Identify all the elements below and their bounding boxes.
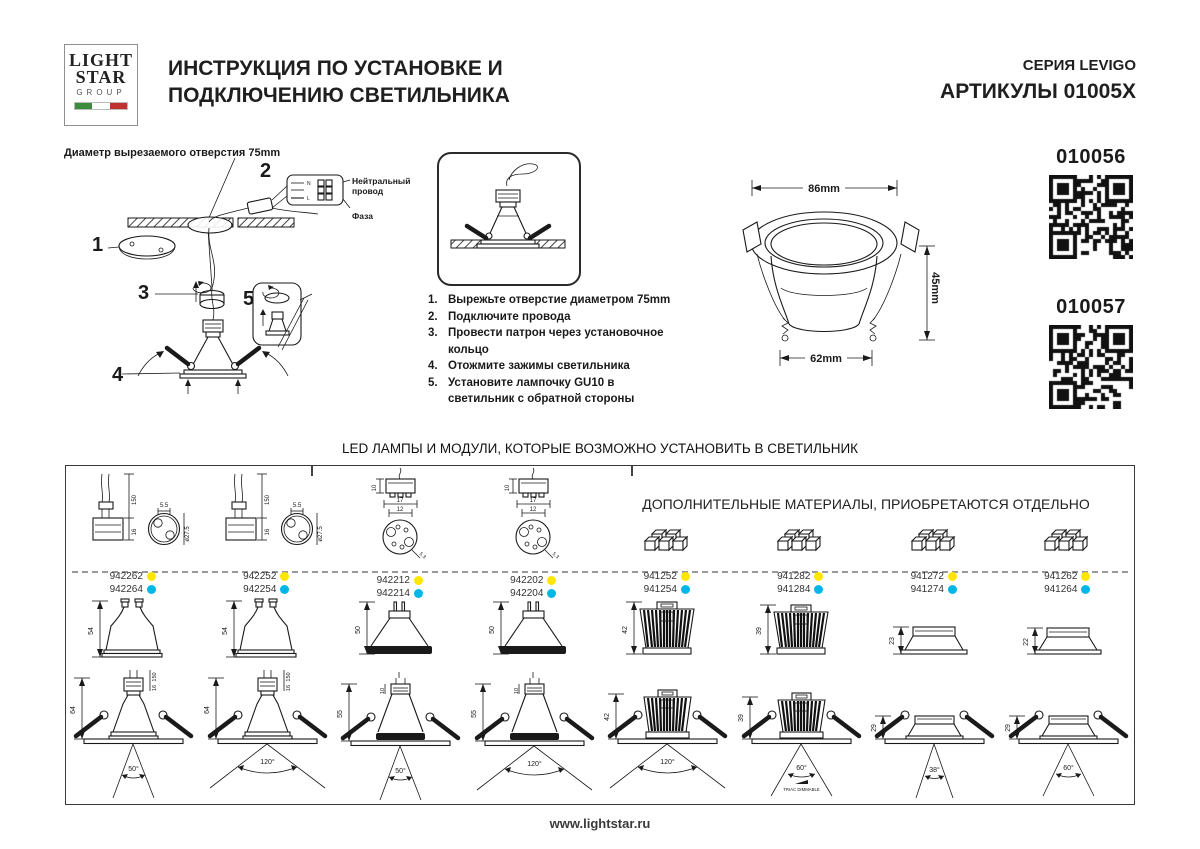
article-number-010056: 010056 xyxy=(1056,146,1126,168)
extra-materials-note: ДОПОЛНИТЕЛЬНЫЕ МАТЕРИАЛЫ, ПРИОБРЕТАЮТСЯ ОТДЕЛЬНО xyxy=(642,496,1090,512)
logo-light: LIGHT xyxy=(68,50,134,70)
svg-text:39: 39 xyxy=(737,714,745,722)
svg-text:50°: 50° xyxy=(128,766,140,773)
svg-text:120°: 120° xyxy=(527,761,542,768)
terminal-cubes-icon xyxy=(734,466,868,562)
led-module-low-drawing xyxy=(1001,598,1134,668)
svg-text:10: 10 xyxy=(513,687,520,695)
installed-fixture-drawing xyxy=(600,668,733,804)
article-codes: 941252 941254 xyxy=(644,570,690,598)
svg-text:54: 54 xyxy=(88,627,96,635)
svg-text:39: 39 xyxy=(755,627,763,635)
installation-steps xyxy=(428,292,698,408)
logo-group: GROUP xyxy=(76,88,126,97)
yellow-marker xyxy=(547,576,556,585)
blue-marker xyxy=(414,589,423,598)
svg-text:5.5: 5.5 xyxy=(293,502,302,509)
dim-45mm: 45mm xyxy=(929,272,941,304)
installed-fixture-drawing xyxy=(333,670,466,806)
svg-text:50: 50 xyxy=(355,626,363,634)
blue-marker xyxy=(1081,585,1090,594)
blue-marker xyxy=(547,589,556,598)
svg-text:55: 55 xyxy=(470,710,478,718)
installed-fixture-drawing xyxy=(867,668,1000,804)
yellow-marker xyxy=(681,572,690,581)
step-1: 1. Вырежьте отверстие диаметром 75mm xyxy=(428,294,671,306)
svg-text:64: 64 xyxy=(70,706,78,714)
svg-text:64: 64 xyxy=(203,706,211,714)
article-codes: 941282 941284 xyxy=(777,570,823,598)
lamp-column-942202 xyxy=(467,466,601,804)
series-block xyxy=(940,57,1136,104)
series-label: СЕРИЯ LEVIGO xyxy=(1022,57,1136,74)
gu10-socket-icon xyxy=(66,466,200,562)
qr-code-010056 xyxy=(1049,175,1133,259)
lamp-column-941282 xyxy=(734,466,868,804)
blue-marker xyxy=(681,585,690,594)
step-3: 3. Провести патрон через установочное кольцо xyxy=(428,327,664,356)
dim-86mm: 86mm xyxy=(808,183,840,195)
fixture-dimensions-drawing xyxy=(733,158,968,376)
lamp-column-942262 xyxy=(66,466,200,804)
fixture-cross-section xyxy=(439,154,575,280)
lamp-column-941272 xyxy=(867,466,1001,804)
svg-text:23: 23 xyxy=(889,637,897,645)
step-5: 5. Установите лампочку GU10 в светильник с обратной стороны xyxy=(428,376,635,405)
svg-text:ø27.5: ø27.5 xyxy=(318,526,325,542)
svg-text:17: 17 xyxy=(396,498,404,504)
blue-marker xyxy=(147,585,156,594)
svg-text:54: 54 xyxy=(221,627,229,635)
lamps-table xyxy=(65,465,1135,805)
svg-text:50: 50 xyxy=(488,626,496,634)
yellow-marker xyxy=(1081,572,1090,581)
callout-2: 2 xyxy=(260,160,272,182)
article-codes: 941272 941274 xyxy=(911,570,957,598)
mr16-lamp-drawing xyxy=(333,600,466,670)
mr16-plug-icon xyxy=(333,466,467,566)
svg-text:150: 150 xyxy=(265,494,272,505)
callout-4: 4 xyxy=(112,364,124,386)
svg-text:150: 150 xyxy=(131,494,138,505)
italian-flag-icon xyxy=(74,102,128,110)
yellow-marker xyxy=(414,576,423,585)
callout-1: 1 xyxy=(92,234,104,256)
blue-marker xyxy=(814,585,823,594)
logo-star: STAR xyxy=(75,67,127,87)
svg-text:60°: 60° xyxy=(1062,765,1074,772)
neutral-wire-label: Нейтральный провод xyxy=(352,176,411,196)
svg-text:22: 22 xyxy=(1022,638,1030,646)
svg-text:150: 150 xyxy=(152,672,159,682)
led-module-low-drawing xyxy=(867,598,1000,668)
svg-text:16: 16 xyxy=(285,684,292,692)
page-title: ИНСТРУКЦИЯ ПО УСТАНОВКЕ И ПОДКЛЮЧЕНИЮ СВЕТИЛЬНИКА xyxy=(168,57,510,107)
svg-text:38°: 38° xyxy=(929,767,941,774)
article-codes: 942212 942214 xyxy=(377,574,423,600)
svg-text:5.5: 5.5 xyxy=(159,502,168,509)
svg-text:55: 55 xyxy=(337,710,345,718)
installed-fixture-drawing xyxy=(200,668,333,804)
hole-diameter-note: Диаметр вырезаемого отверстия 75mm xyxy=(64,147,281,159)
step-2: 2. Подключите провода xyxy=(428,310,571,323)
blue-marker xyxy=(280,585,289,594)
lamp-column-942212 xyxy=(333,466,467,804)
dim-62mm: 62mm xyxy=(810,353,842,365)
article-codes: 942252 942254 xyxy=(243,570,289,598)
svg-text:16: 16 xyxy=(152,684,159,692)
article-codes: 942202 942204 xyxy=(510,574,556,600)
gu10-socket-icon xyxy=(200,466,334,562)
svg-text:10: 10 xyxy=(371,484,378,492)
yellow-marker xyxy=(814,572,823,581)
svg-text:17: 17 xyxy=(529,498,537,504)
led-module-drawing xyxy=(734,598,867,668)
qr-code-010057 xyxy=(1049,325,1133,409)
svg-text:42: 42 xyxy=(622,626,630,634)
svg-text:29: 29 xyxy=(871,724,879,732)
article-number-010057: 010057 xyxy=(1056,296,1126,318)
articles-label: АРТИКУЛЫ 01005X xyxy=(940,80,1136,103)
phase-wire-label: Фаза xyxy=(352,211,373,221)
callout-5: 5 xyxy=(243,288,255,310)
footer-url: www.lightstar.ru xyxy=(549,816,651,831)
svg-text:60°: 60° xyxy=(795,765,807,772)
svg-text:120°: 120° xyxy=(260,759,275,766)
svg-text:29: 29 xyxy=(1004,724,1012,732)
yellow-marker xyxy=(147,572,156,581)
svg-text:42: 42 xyxy=(604,713,612,721)
fixture-section-box xyxy=(437,152,581,286)
svg-text:50°: 50° xyxy=(395,768,407,775)
svg-text:12: 12 xyxy=(396,507,404,513)
qr-block-010056 xyxy=(1046,146,1136,264)
lamp-column-942252 xyxy=(200,466,334,804)
blue-marker xyxy=(948,585,957,594)
svg-text:ø27.5: ø27.5 xyxy=(184,526,191,542)
lamps-section-title: LED ЛАМПЫ И МОДУЛИ, КОТОРЫЕ ВОЗМОЖНО УСТАНОВИТЬ В СВЕТИЛЬНИК xyxy=(341,441,859,456)
led-module-drawing xyxy=(600,598,733,668)
terminal-l-label: L xyxy=(307,196,310,202)
installed-fixture-drawing xyxy=(66,668,199,804)
article-codes: 941262 941264 xyxy=(1044,570,1090,598)
svg-text:5.3: 5.3 xyxy=(417,551,427,561)
lamp-column-941252 xyxy=(600,466,734,804)
lamp-column-941262 xyxy=(1001,466,1135,804)
triac-dimmable-note: TRIAC DIMMABLE xyxy=(782,787,820,792)
installed-fixture-drawing xyxy=(1001,668,1134,804)
svg-text:5.3: 5.3 xyxy=(551,551,561,561)
gu10-lamp-drawing xyxy=(66,598,199,668)
terminal-cubes-icon xyxy=(600,466,734,562)
callout-3: 3 xyxy=(138,282,150,304)
svg-text:10: 10 xyxy=(505,484,512,492)
terminal-cubes-icon xyxy=(1001,466,1135,562)
svg-text:120°: 120° xyxy=(660,759,675,766)
installed-fixture-drawing xyxy=(467,670,600,806)
svg-text:16: 16 xyxy=(265,528,272,536)
svg-text:12: 12 xyxy=(529,507,537,513)
installed-fixture-drawing xyxy=(734,668,867,804)
yellow-marker xyxy=(280,572,289,581)
mr16-lamp-drawing xyxy=(467,600,600,670)
mr16-plug-icon xyxy=(467,466,601,566)
yellow-marker xyxy=(948,572,957,581)
gu10-lamp-drawing xyxy=(200,598,333,668)
svg-text:10: 10 xyxy=(380,687,387,695)
terminal-n-label: N xyxy=(307,181,311,187)
svg-text:150: 150 xyxy=(285,672,292,682)
lightstar-logo xyxy=(64,44,138,126)
svg-text:16: 16 xyxy=(131,528,138,536)
qr-block-010057 xyxy=(1046,296,1136,414)
step-4: 4. Отожмите зажимы светильника xyxy=(428,360,630,372)
terminal-cubes-icon xyxy=(867,466,1001,562)
article-codes: 942262 942264 xyxy=(110,570,156,598)
